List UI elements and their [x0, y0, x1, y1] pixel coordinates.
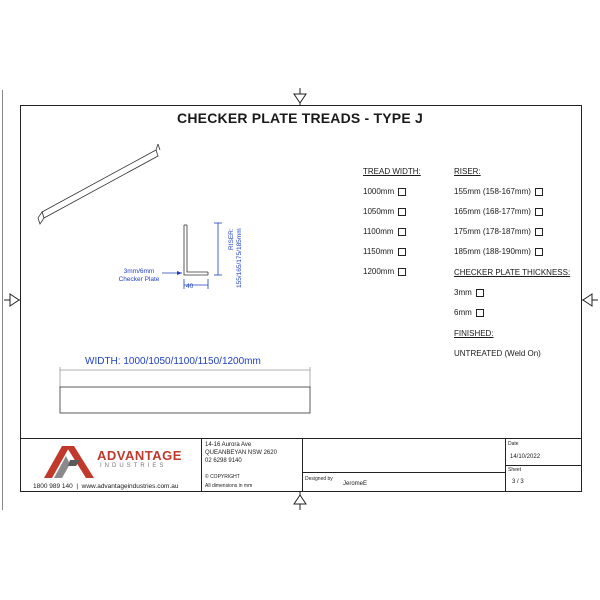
title-block-divider — [302, 472, 505, 473]
tread-width-option[interactable]: 1150mm — [363, 247, 421, 256]
checkbox[interactable] — [535, 228, 543, 236]
tread-width-option[interactable]: 1100mm — [363, 227, 421, 236]
thickness-option[interactable]: 3mm — [454, 288, 570, 297]
riser-dimension-values: 155/165/175/185mm — [236, 228, 243, 288]
tread-plan-view — [55, 366, 315, 418]
riser-dimension-label: RISER: — [228, 228, 235, 250]
checkbox[interactable] — [398, 188, 406, 196]
sheet-label: Sheet — [508, 467, 522, 473]
thickness-header: CHECKER PLATE THICKNESS: — [454, 268, 571, 277]
title-block-divider — [505, 465, 582, 466]
checkbox[interactable] — [535, 188, 543, 196]
riser-column — [454, 167, 570, 358]
address-line-1: 14-16 Aurora Ave — [205, 442, 252, 448]
plate-thickness-label: 3mm/6mm Checker Plate — [118, 268, 160, 283]
finished-header: FINISHED: — [454, 329, 494, 338]
logo-subtitle: INDUSTRIES — [100, 463, 167, 469]
sheet-value: 3 / 3 — [512, 479, 524, 485]
checkbox[interactable] — [476, 289, 484, 297]
tread-width-option[interactable]: 1000mm — [363, 187, 421, 196]
checkbox[interactable] — [398, 228, 406, 236]
riser-option[interactable]: 155mm (158-167mm) — [454, 187, 570, 196]
checkbox[interactable] — [398, 248, 406, 256]
title-block-divider — [201, 438, 202, 492]
checkbox[interactable] — [476, 309, 484, 317]
designer-name: JeromeE — [343, 481, 368, 487]
finished-value: UNTREATED (Weld On) — [454, 349, 541, 358]
phone-number: 02 6298 9140 — [205, 458, 242, 464]
checkbox[interactable] — [535, 208, 543, 216]
riser-option[interactable]: 165mm (168-177mm) — [454, 207, 570, 216]
address-line-2: QUEANBEYAN NSW 2620 — [205, 450, 277, 456]
thickness-option[interactable]: 6mm — [454, 308, 570, 317]
checkbox[interactable] — [398, 268, 406, 276]
advantage-logo-mark — [40, 442, 98, 480]
logo-wordmark: ADVANTAGE — [97, 448, 182, 463]
drawing-title: CHECKER PLATE TREADS - TYPE J — [177, 110, 423, 126]
tread-width-header: TREAD WIDTH: — [363, 167, 421, 176]
title-block-top-border — [20, 438, 582, 439]
tread-width-option[interactable]: 1200mm — [363, 267, 421, 276]
width-dimension-label: WIDTH: 1000/1050/1100/1150/1200mm — [85, 356, 261, 367]
dim-40-label: 40 — [186, 283, 194, 290]
checkbox[interactable] — [398, 208, 406, 216]
tread-width-column — [363, 167, 421, 276]
riser-option[interactable]: 175mm (178-187mm) — [454, 227, 570, 236]
title-block-divider — [302, 438, 303, 492]
dimensions-note: All dimensions in mm — [205, 483, 253, 489]
riser-header: RISER: — [454, 167, 481, 176]
company-contact: 1800 989 140 | www.advantageindustries.com.au — [33, 483, 179, 490]
checkbox[interactable] — [535, 248, 543, 256]
copyright-note: © COPYRIGHT — [205, 474, 240, 480]
date-value: 14/10/2022 — [510, 454, 541, 460]
tread-width-option[interactable]: 1050mm — [363, 207, 421, 216]
date-label: Date — [508, 441, 519, 447]
riser-option[interactable]: 185mm (188-190mm) — [454, 247, 570, 256]
designed-by-label: Designed by — [305, 476, 333, 482]
